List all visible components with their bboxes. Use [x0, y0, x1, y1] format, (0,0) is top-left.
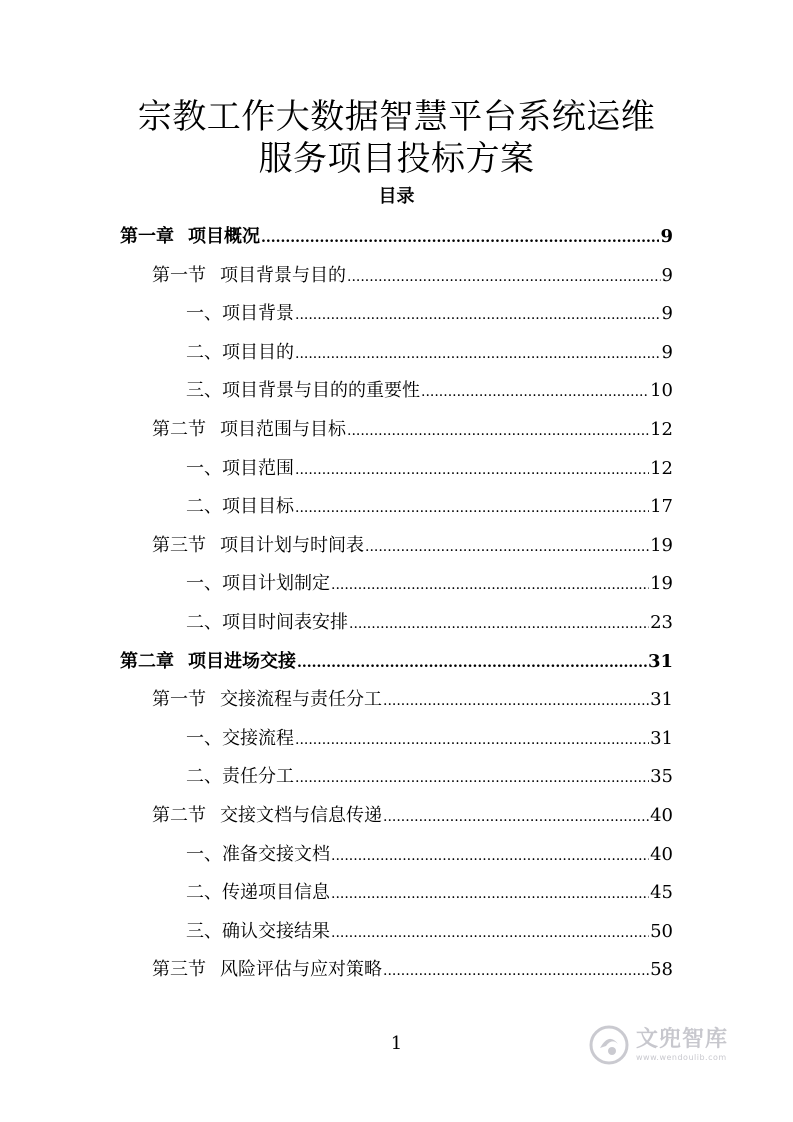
toc-entry-title: 项目计划与时间表 [220, 534, 364, 556]
toc-entry-item[interactable] [186, 605, 673, 635]
toc-entry-item[interactable] [186, 837, 673, 867]
document-title-line-1: 宗教工作大数据智慧平台系统运维 [137, 97, 656, 137]
toc-entry-number: 第二章 [120, 650, 174, 672]
toc-entry-page: 50 [650, 920, 673, 942]
toc-entry-section[interactable] [152, 682, 673, 712]
toc-entry-page: 58 [650, 959, 673, 981]
toc-entry-page: 9 [661, 303, 673, 325]
toc-entry-item[interactable] [186, 335, 673, 365]
toc-dot-leader [349, 613, 649, 635]
toc-entry-item[interactable] [186, 489, 673, 519]
toc-entry-page: 35 [650, 766, 673, 788]
toc-entry-page: 9 [661, 341, 673, 363]
toc-entry-page: 40 [650, 805, 673, 826]
toc-entry-page: 19 [650, 534, 673, 556]
toc-dot-leader [347, 420, 649, 442]
toc-entry-page: 12 [650, 457, 673, 479]
toc-entry-title: 交接文档与信息传递 [220, 805, 382, 826]
toc-dot-leader [421, 381, 649, 403]
toc-dot-leader [347, 266, 661, 288]
toc-dot-leader [383, 806, 649, 828]
toc-dot-leader [295, 767, 649, 789]
toc-dot-leader [331, 845, 649, 867]
toc-dot-leader [331, 922, 649, 944]
toc-entry-page: 17 [650, 496, 673, 518]
toc-dot-leader [295, 729, 649, 751]
toc-entry-title: 交接流程与责任分工 [220, 689, 382, 711]
toc-dot-leader [261, 227, 659, 249]
toc-entry-item[interactable] [186, 566, 673, 596]
toc-dot-leader [383, 960, 649, 982]
toc-entry-title: 二、项目目标 [186, 496, 294, 518]
toc-entry-item[interactable] [186, 721, 673, 751]
toc-entry-title: 二、项目目的 [186, 341, 294, 363]
watermark-name: 文兜智库 [636, 1027, 729, 1052]
toc-entry-item[interactable] [186, 451, 673, 481]
toc-entry-title: 一、交接流程 [186, 727, 294, 749]
toc-entry-chapter[interactable] [120, 644, 673, 674]
toc-entry-title: 一、项目范围 [186, 457, 294, 479]
logo-icon [588, 1024, 630, 1066]
watermark-url: www.wendoulib.com [636, 1053, 727, 1062]
toc-dot-leader [331, 574, 649, 596]
toc-dot-leader [383, 690, 649, 712]
toc-entry-item[interactable] [186, 914, 673, 944]
toc-entry-title: 三、确认交接结果 [186, 920, 330, 942]
toc-dot-leader [365, 536, 649, 558]
toc-entry-number: 第一章 [120, 226, 174, 247]
toc-entry-page: 19 [650, 573, 673, 595]
toc-entry-title: 三、项目背景与目的的重要性 [186, 380, 420, 402]
toc-entry-page: 23 [650, 612, 673, 633]
toc-entry-page: 9 [661, 264, 673, 286]
toc-dot-leader [331, 883, 649, 905]
toc-entry-number: 第二节 [152, 419, 206, 440]
toc-entry-title: 项目进场交接 [188, 650, 296, 672]
toc-entry-number: 第一节 [152, 689, 206, 711]
watermark [588, 1020, 758, 1070]
toc-entry-title: 一、准备交接文档 [186, 843, 330, 865]
toc-dot-leader [295, 459, 649, 481]
toc-entry-page: 10 [650, 380, 673, 402]
toc-entry-number: 第二节 [152, 805, 206, 826]
toc-entry-page: 40 [650, 843, 673, 865]
toc-entry-section[interactable] [152, 412, 673, 442]
toc-entry-title: 风险评估与应对策略 [220, 959, 382, 981]
toc-entry-title: 二、项目时间表安排 [186, 612, 348, 633]
toc-entry-number: 第三节 [152, 534, 206, 556]
toc-entry-section[interactable] [152, 798, 673, 828]
toc-entry-section[interactable] [152, 258, 673, 288]
toc-entry-title: 二、传递项目信息 [186, 882, 330, 904]
toc-entry-item[interactable] [186, 296, 673, 326]
toc-entry-item[interactable] [186, 759, 673, 789]
toc-dot-leader [295, 497, 649, 519]
toc-entry-number: 第三节 [152, 959, 206, 981]
toc-entry-page: 31 [650, 689, 673, 711]
toc-entry-page: 31 [650, 727, 673, 749]
toc-entry-section[interactable] [152, 952, 673, 982]
toc-entry-chapter[interactable] [120, 219, 673, 249]
toc-entry-title: 项目范围与目标 [220, 419, 346, 440]
toc-entry-page: 9 [660, 226, 673, 247]
document-title-line-2: 服务项目投标方案 [258, 139, 535, 179]
toc-entry-section[interactable] [152, 528, 673, 558]
toc-entry-title: 项目概况 [188, 226, 260, 247]
toc-entry-page: 12 [650, 419, 673, 440]
toc-dot-leader [295, 304, 661, 326]
toc-entry-item[interactable] [186, 875, 673, 905]
page-number: 1 [390, 1033, 403, 1054]
toc-entry-number: 第一节 [152, 264, 206, 286]
toc-entry-item[interactable] [186, 373, 673, 403]
toc-entry-title: 项目背景与目的 [220, 264, 346, 286]
toc-entry-page: 45 [650, 882, 673, 904]
toc-entry-title: 一、项目计划制定 [186, 573, 330, 595]
toc-entry-title: 二、责任分工 [186, 766, 294, 788]
toc-dot-leader [297, 652, 647, 674]
toc-dot-leader [295, 343, 661, 365]
toc-entry-page: 31 [647, 650, 673, 672]
toc-entry-title: 一、项目背景 [186, 303, 294, 325]
toc-heading: 目录 [378, 186, 415, 207]
